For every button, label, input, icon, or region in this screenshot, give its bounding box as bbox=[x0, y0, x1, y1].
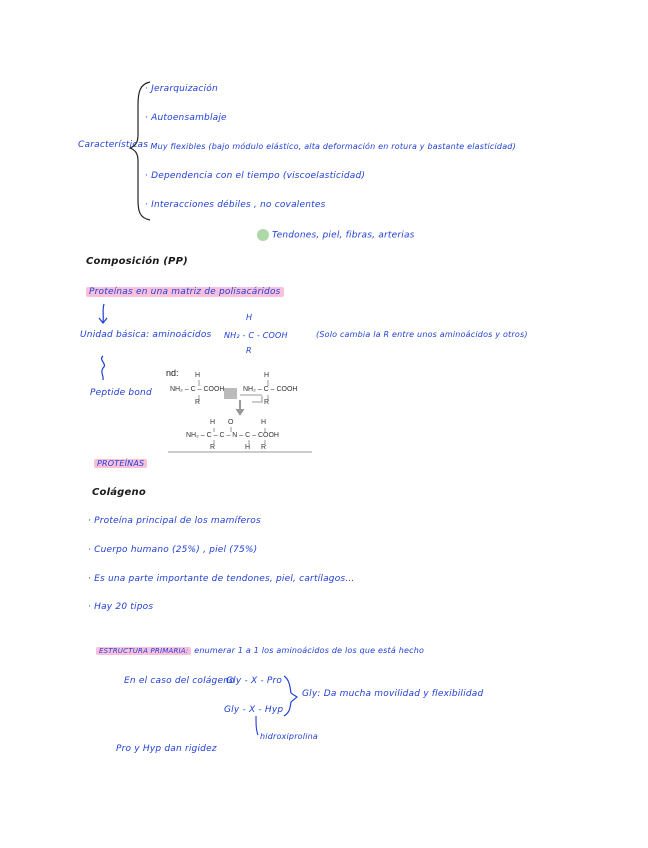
caracteristica-item: · Jerarquización bbox=[145, 84, 218, 94]
proteinas-label-text: PROTEÍNAS bbox=[94, 459, 147, 468]
formula-main: NH₂ - C - COOH bbox=[224, 331, 288, 340]
colageno-title: Colágeno bbox=[92, 487, 146, 498]
ejemplos-text: Tendones, piel, fibras, arterias bbox=[272, 230, 415, 241]
diagram-left-molecule: NH₂ – C – COOH bbox=[170, 386, 225, 393]
diagram-h: H bbox=[245, 444, 251, 451]
composicion-title: Composición (PP) bbox=[86, 256, 188, 267]
down-arrow-2 bbox=[102, 356, 105, 380]
sequence-1: Gly - X - Pro bbox=[226, 676, 283, 686]
diagram-header: nd: bbox=[166, 368, 179, 378]
colageno-item: · Es una parte importante de tendones, piel, cartílagos... bbox=[88, 574, 355, 584]
colageno-item: · Hay 20 tipos bbox=[88, 602, 154, 612]
proteinas-text: Proteínas en una matriz de polisacáridos bbox=[86, 287, 284, 297]
proteinas-label bbox=[94, 459, 147, 468]
caracteristica-item: · Autoensamblaje bbox=[145, 113, 227, 123]
diagram-r: R bbox=[195, 399, 201, 406]
colageno-item: · Proteína principal de los mamíferos bbox=[88, 516, 261, 526]
diagram-h: H bbox=[261, 419, 267, 426]
hidroxiprolina-note: hidroxiprolina bbox=[260, 732, 318, 741]
small-brace bbox=[284, 676, 297, 716]
caracteristica-item: · Interacciones débiles , no covalentes bbox=[145, 200, 326, 210]
green-marker bbox=[257, 229, 269, 241]
sequence-2: Gly - X - Hyp bbox=[224, 705, 284, 715]
diagram-removed-oh bbox=[224, 388, 237, 399]
diagram-h: H bbox=[264, 372, 270, 379]
down-arrow-1 bbox=[103, 304, 104, 322]
diagram-right-molecule: NH₂ – C – COOH bbox=[243, 386, 298, 393]
caracteristicas-label: Características bbox=[78, 140, 149, 150]
unidad-basica: Unidad básica: aminoácidos bbox=[80, 330, 212, 340]
estructura-line bbox=[96, 646, 424, 655]
diagram-h: H bbox=[195, 372, 201, 379]
ejemplos-line bbox=[257, 229, 415, 241]
diagram-r: R bbox=[261, 444, 267, 451]
diagram-h: H bbox=[210, 419, 216, 426]
diagram-o: O bbox=[228, 419, 234, 426]
formula-top: H bbox=[246, 313, 253, 322]
caracteristica-item: · Dependencia con el tiempo (viscoelasticidad) bbox=[145, 171, 366, 181]
pro-hyp-note: Pro y Hyp dan rigidez bbox=[116, 744, 217, 754]
formula-note: (Solo cambia la R entre unos aminoácidos y otros) bbox=[316, 330, 528, 339]
proteinas-line bbox=[86, 287, 284, 297]
formula-bottom: R bbox=[246, 346, 252, 355]
caso-colageno: En el caso del colágeno bbox=[124, 676, 235, 686]
diagram-product: NH₂ – C – C – N – C – COOH bbox=[186, 432, 279, 439]
colageno-item: · Cuerpo humano (25%) , piel (75%) bbox=[88, 545, 258, 555]
diagram-r: R bbox=[264, 399, 270, 406]
peptide-bond-label: Peptide bond bbox=[90, 388, 152, 398]
diagram-r: R bbox=[210, 444, 216, 451]
estructura-label: ESTRUCTURA PRIMARIA: bbox=[96, 647, 191, 655]
estructura-text: enumerar 1 a 1 los aminoácidos de los que está hecho bbox=[194, 646, 425, 655]
caracteristica-item: · Muy flexibles (bajo módulo elástico, alta deformación en rotura y bastante elasticidad) bbox=[145, 142, 516, 151]
gly-note: Gly: Da mucha movilidad y flexibilidad bbox=[302, 689, 484, 699]
